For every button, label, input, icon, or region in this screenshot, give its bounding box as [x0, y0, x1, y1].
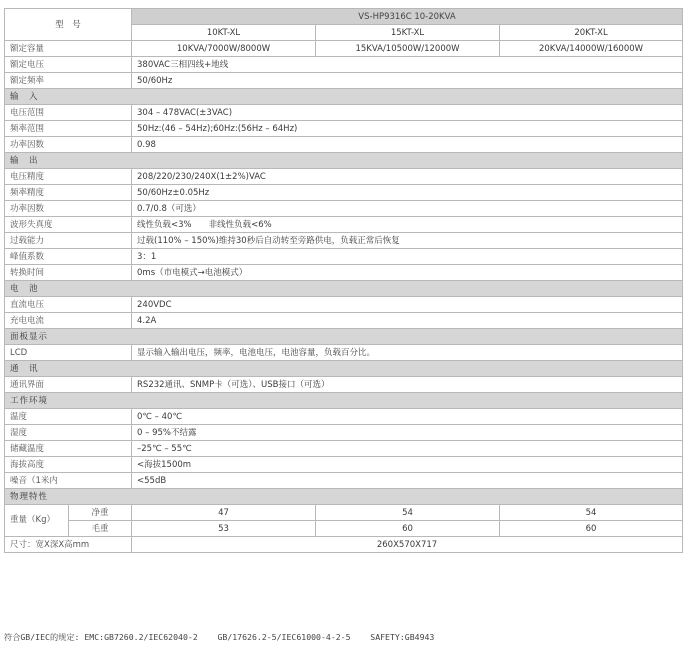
section-title: 工作环境: [5, 393, 683, 409]
section-header-row: [5, 281, 683, 297]
spec-row: [5, 137, 683, 153]
spec-label: 温度: [5, 409, 132, 425]
header-row: [5, 9, 683, 25]
rated-voltage-row: [5, 57, 683, 73]
size-value: 260X570X717: [132, 537, 683, 553]
rated-capacity-10kt: 10KVA/7000W/8000W: [132, 41, 316, 57]
spec-label: 功率因数: [5, 201, 132, 217]
net-weight-row: [5, 505, 683, 521]
model-label: 型 号: [5, 9, 132, 41]
spec-row: [5, 425, 683, 441]
spec-label: 充电电流: [5, 313, 132, 329]
spec-value: 0.7/0.8（可选）: [132, 201, 683, 217]
spec-value: 3：1: [132, 249, 683, 265]
gross-weight-value: 53: [132, 521, 316, 537]
spec-row: [5, 377, 683, 393]
model-15kt: 15KT-XL: [316, 25, 500, 41]
rated-capacity-15kt: 15KVA/10500W/12000W: [316, 41, 500, 57]
spec-row: [5, 297, 683, 313]
rated-frequency-row: [5, 73, 683, 89]
section-header-row: [5, 361, 683, 377]
gross-weight-label: 毛重: [69, 521, 132, 537]
spec-row: [5, 201, 683, 217]
section-title: 输 入: [5, 89, 683, 105]
spec-value: 240VDC: [132, 297, 683, 313]
section-title: 电 池: [5, 281, 683, 297]
spec-row: [5, 345, 683, 361]
spec-value: 0.98: [132, 137, 683, 153]
section-title: 通 讯: [5, 361, 683, 377]
series-title: VS-HP9316C 10-20KVA: [132, 9, 683, 25]
spec-label: 频率精度: [5, 185, 132, 201]
size-row: [5, 537, 683, 553]
section-header-row: [5, 393, 683, 409]
spec-value: –25℃ – 55℃: [132, 441, 683, 457]
spec-label: 通讯界面: [5, 377, 132, 393]
model-20kt: 20KT-XL: [500, 25, 683, 41]
spec-value: 208/220/230/240X(1±2%)VAC: [132, 169, 683, 185]
spec-row: [5, 441, 683, 457]
section-header-row: [5, 89, 683, 105]
size-label: 尺寸：宽X深X高mm: [5, 537, 132, 553]
spec-row: [5, 409, 683, 425]
rated-capacity-row: [5, 41, 683, 57]
gross-weight-value: 60: [500, 521, 683, 537]
net-weight-label: 净重: [69, 505, 132, 521]
spec-row: [5, 313, 683, 329]
spec-label: 湿度: [5, 425, 132, 441]
spec-row: [5, 233, 683, 249]
spec-value: 4.2A: [132, 313, 683, 329]
spec-value: <55dB: [132, 473, 683, 489]
spec-value: 0ms（市电模式→电池模式）: [132, 265, 683, 281]
weight-label: 重量（Kg）: [5, 505, 69, 537]
spec-value: 50Hz:(46 – 54Hz);60Hz:(56Hz – 64Hz): [132, 121, 683, 137]
model-10kt: 10KT-XL: [132, 25, 316, 41]
section-header-row: [5, 329, 683, 345]
spec-value: 0℃ – 40℃: [132, 409, 683, 425]
rated-voltage-value: 380VAC三相四线+地线: [132, 57, 683, 73]
spec-value: 过载(110% – 150%)维持30秒后自动转至旁路供电，负载正常后恢复: [132, 233, 683, 249]
section-header-row: [5, 489, 683, 505]
spec-value: 线性负载<3% 非线性负载<6%: [132, 217, 683, 233]
spec-table-body: [5, 9, 683, 553]
spec-row: [5, 185, 683, 201]
spec-row: [5, 265, 683, 281]
rated-voltage-label: 额定电压: [5, 57, 132, 73]
spec-value: 50/60Hz±0.05Hz: [132, 185, 683, 201]
spec-label: 峰值系数: [5, 249, 132, 265]
spec-row: [5, 121, 683, 137]
spec-row: [5, 249, 683, 265]
spec-label: 波形失真度: [5, 217, 132, 233]
section-header-row: [5, 153, 683, 169]
spec-label: 直流电压: [5, 297, 132, 313]
section-title: 面板显示: [5, 329, 683, 345]
spec-label: 电压精度: [5, 169, 132, 185]
section-title: 输 出: [5, 153, 683, 169]
spec-row: [5, 169, 683, 185]
net-weight-value: 54: [316, 505, 500, 521]
spec-value: 304 – 478VAC(±3VAC): [132, 105, 683, 121]
spec-value: <海拔1500m: [132, 457, 683, 473]
spec-table: [4, 8, 683, 553]
spec-label: 噪音（1米内: [5, 473, 132, 489]
net-weight-value: 54: [500, 505, 683, 521]
rated-frequency-label: 额定频率: [5, 73, 132, 89]
spec-label: LCD: [5, 345, 132, 361]
rated-capacity-label: 额定容量: [5, 41, 132, 57]
rated-frequency-value: 50/60Hz: [132, 73, 683, 89]
gross-weight-row: [5, 521, 683, 537]
spec-value: 0 – 95%不结露: [132, 425, 683, 441]
net-weight-value: 47: [132, 505, 316, 521]
spec-label: 海拔高度: [5, 457, 132, 473]
spec-row: [5, 217, 683, 233]
spec-label: 储藏温度: [5, 441, 132, 457]
spec-row: [5, 473, 683, 489]
spec-label: 转换时间: [5, 265, 132, 281]
spec-label: 过载能力: [5, 233, 132, 249]
spec-row: [5, 457, 683, 473]
spec-value: RS232通讯、SNMP卡（可选）、USB接口（可选）: [132, 377, 683, 393]
rated-capacity-20kt: 20KVA/14000W/16000W: [500, 41, 683, 57]
spec-row: [5, 105, 683, 121]
compliance-footer: 符合GB/IEC的规定: EMC:GB7260.2/IEC62040-2 GB/17626.2-5/IEC61000-4-2-5 SAFETY:GB4943: [4, 632, 435, 642]
spec-label: 电压范围: [5, 105, 132, 121]
section-title: 物理特性: [5, 489, 683, 505]
spec-label: 频率范围: [5, 121, 132, 137]
gross-weight-value: 60: [316, 521, 500, 537]
spec-value: 显示输入输出电压，频率，电池电压，电池容量，负载百分比。: [132, 345, 683, 361]
spec-label: 功率因数: [5, 137, 132, 153]
